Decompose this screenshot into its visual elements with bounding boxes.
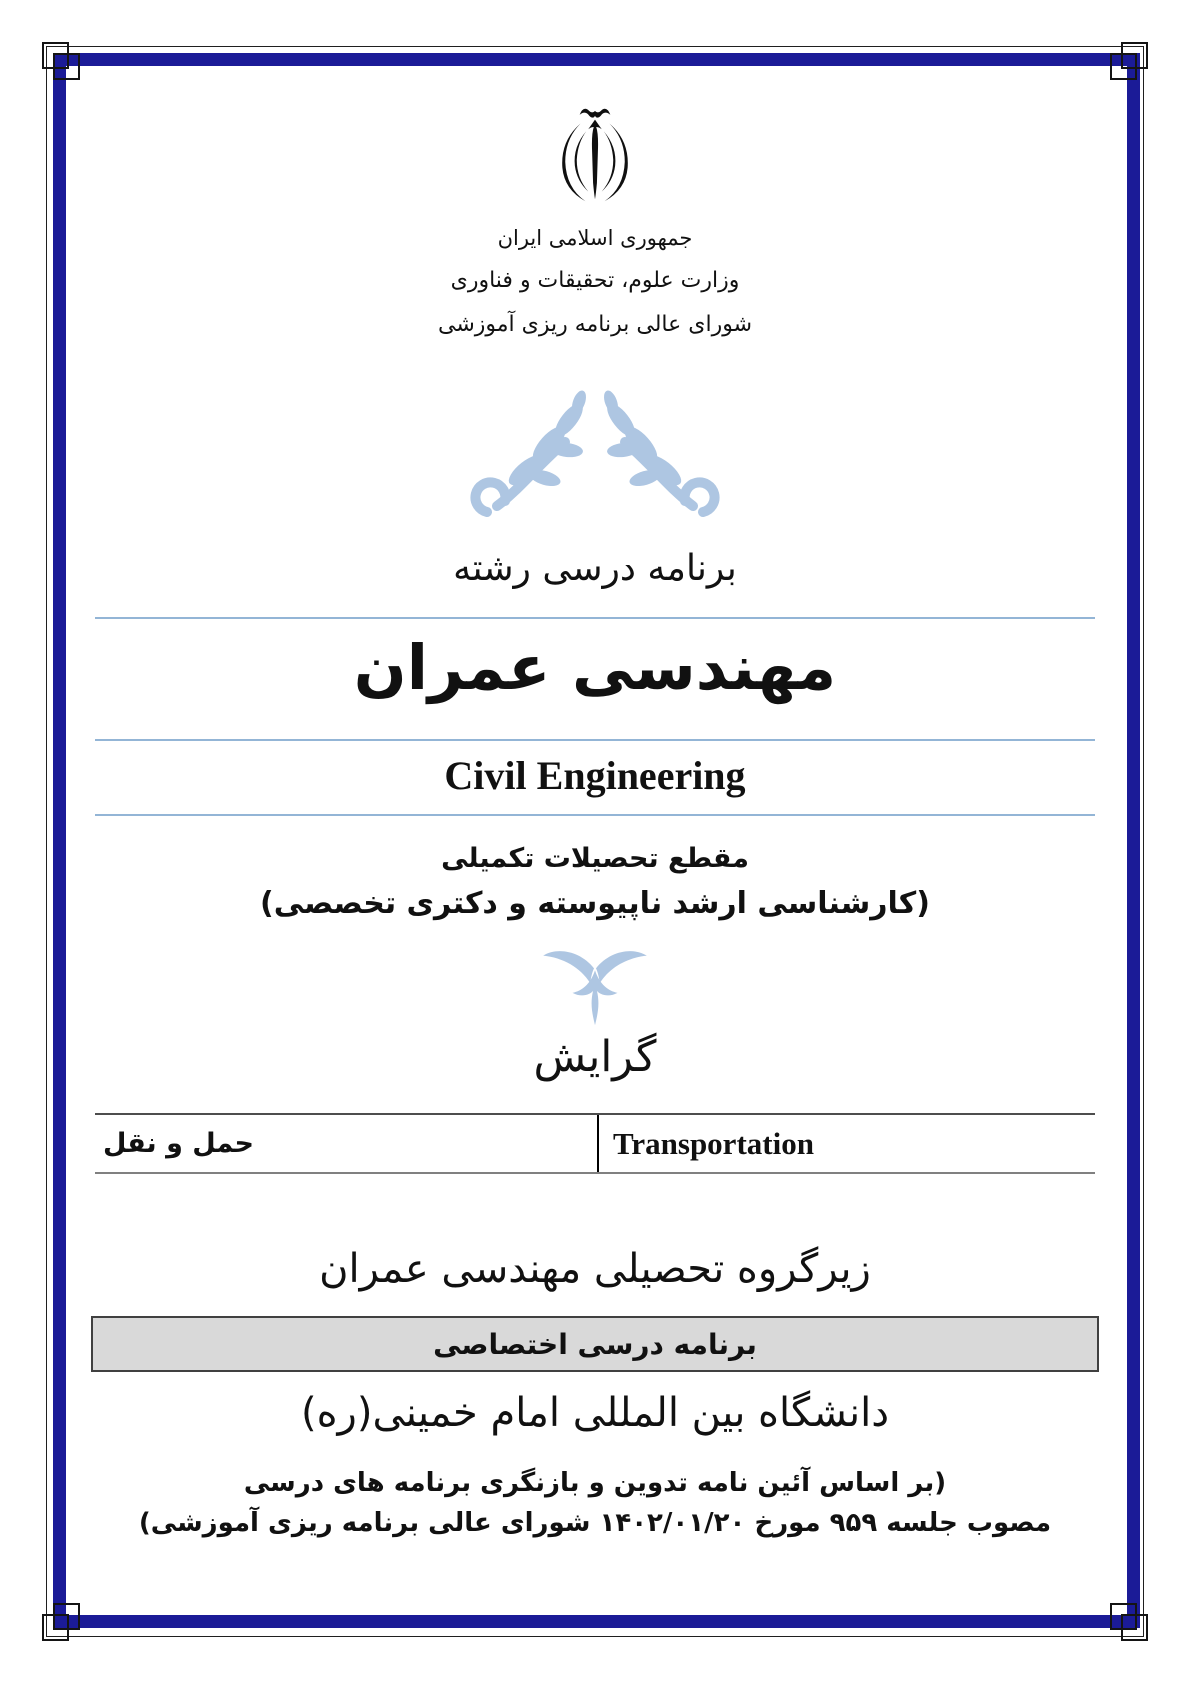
field-title-english: Civil Engineering (444, 753, 746, 798)
header-council-line: شورای عالی برنامه ریزی آموزشی (437, 312, 753, 337)
corner-knot-ornament (1108, 1601, 1148, 1641)
floral-ornament (465, 386, 725, 530)
separator-line (95, 814, 1095, 816)
orientation-label: گرایش (533, 1032, 657, 1082)
separator-line (95, 739, 1095, 741)
program-label: برنامه درسی رشته (453, 548, 737, 589)
small-fleur-ornament (530, 941, 660, 1033)
iran-emblem-icon (547, 104, 643, 216)
corner-knot-ornament (42, 42, 82, 82)
orientation-table (95, 1113, 1095, 1174)
orientation-name-en: Transportation (613, 1125, 814, 1161)
degree-level-title: مقطع تحصیلات تکمیلی (441, 843, 749, 874)
field-title-persian: مهندسی عمران (353, 631, 837, 704)
orientation-name-fa: حمل و نقل (95, 1115, 599, 1172)
university-name: دانشگاه بین المللی امام خمینی(ره) (300, 1390, 890, 1436)
corner-knot-ornament (42, 1601, 82, 1641)
subgroup-line: زیرگروه تحصیلی مهندسی عمران (319, 1246, 871, 1292)
corner-knot-ornament (1108, 42, 1148, 82)
approval-note-line2: مصوب جلسه ۹۵۹ مورخ ۱۴۰۲/۰۱/۲۰ شورای عالی برنامه ریزی آموزشی) (138, 1508, 1052, 1538)
separator-line (95, 617, 1095, 619)
approval-note-line1: (بر اساس آئین نامه تدوین و بازنگری برنامه های درسی (243, 1468, 947, 1498)
degree-level-detail: (کارشناسی ارشد ناپیوسته و دکتری تخصصی) (260, 886, 930, 921)
header-ministry-line: وزارت علوم، تحقیقات و فناوری (450, 268, 740, 293)
header-country-line: جمهوری اسلامی ایران (497, 226, 693, 250)
program-type-banner: برنامه درسی اختصاصی (91, 1316, 1099, 1372)
